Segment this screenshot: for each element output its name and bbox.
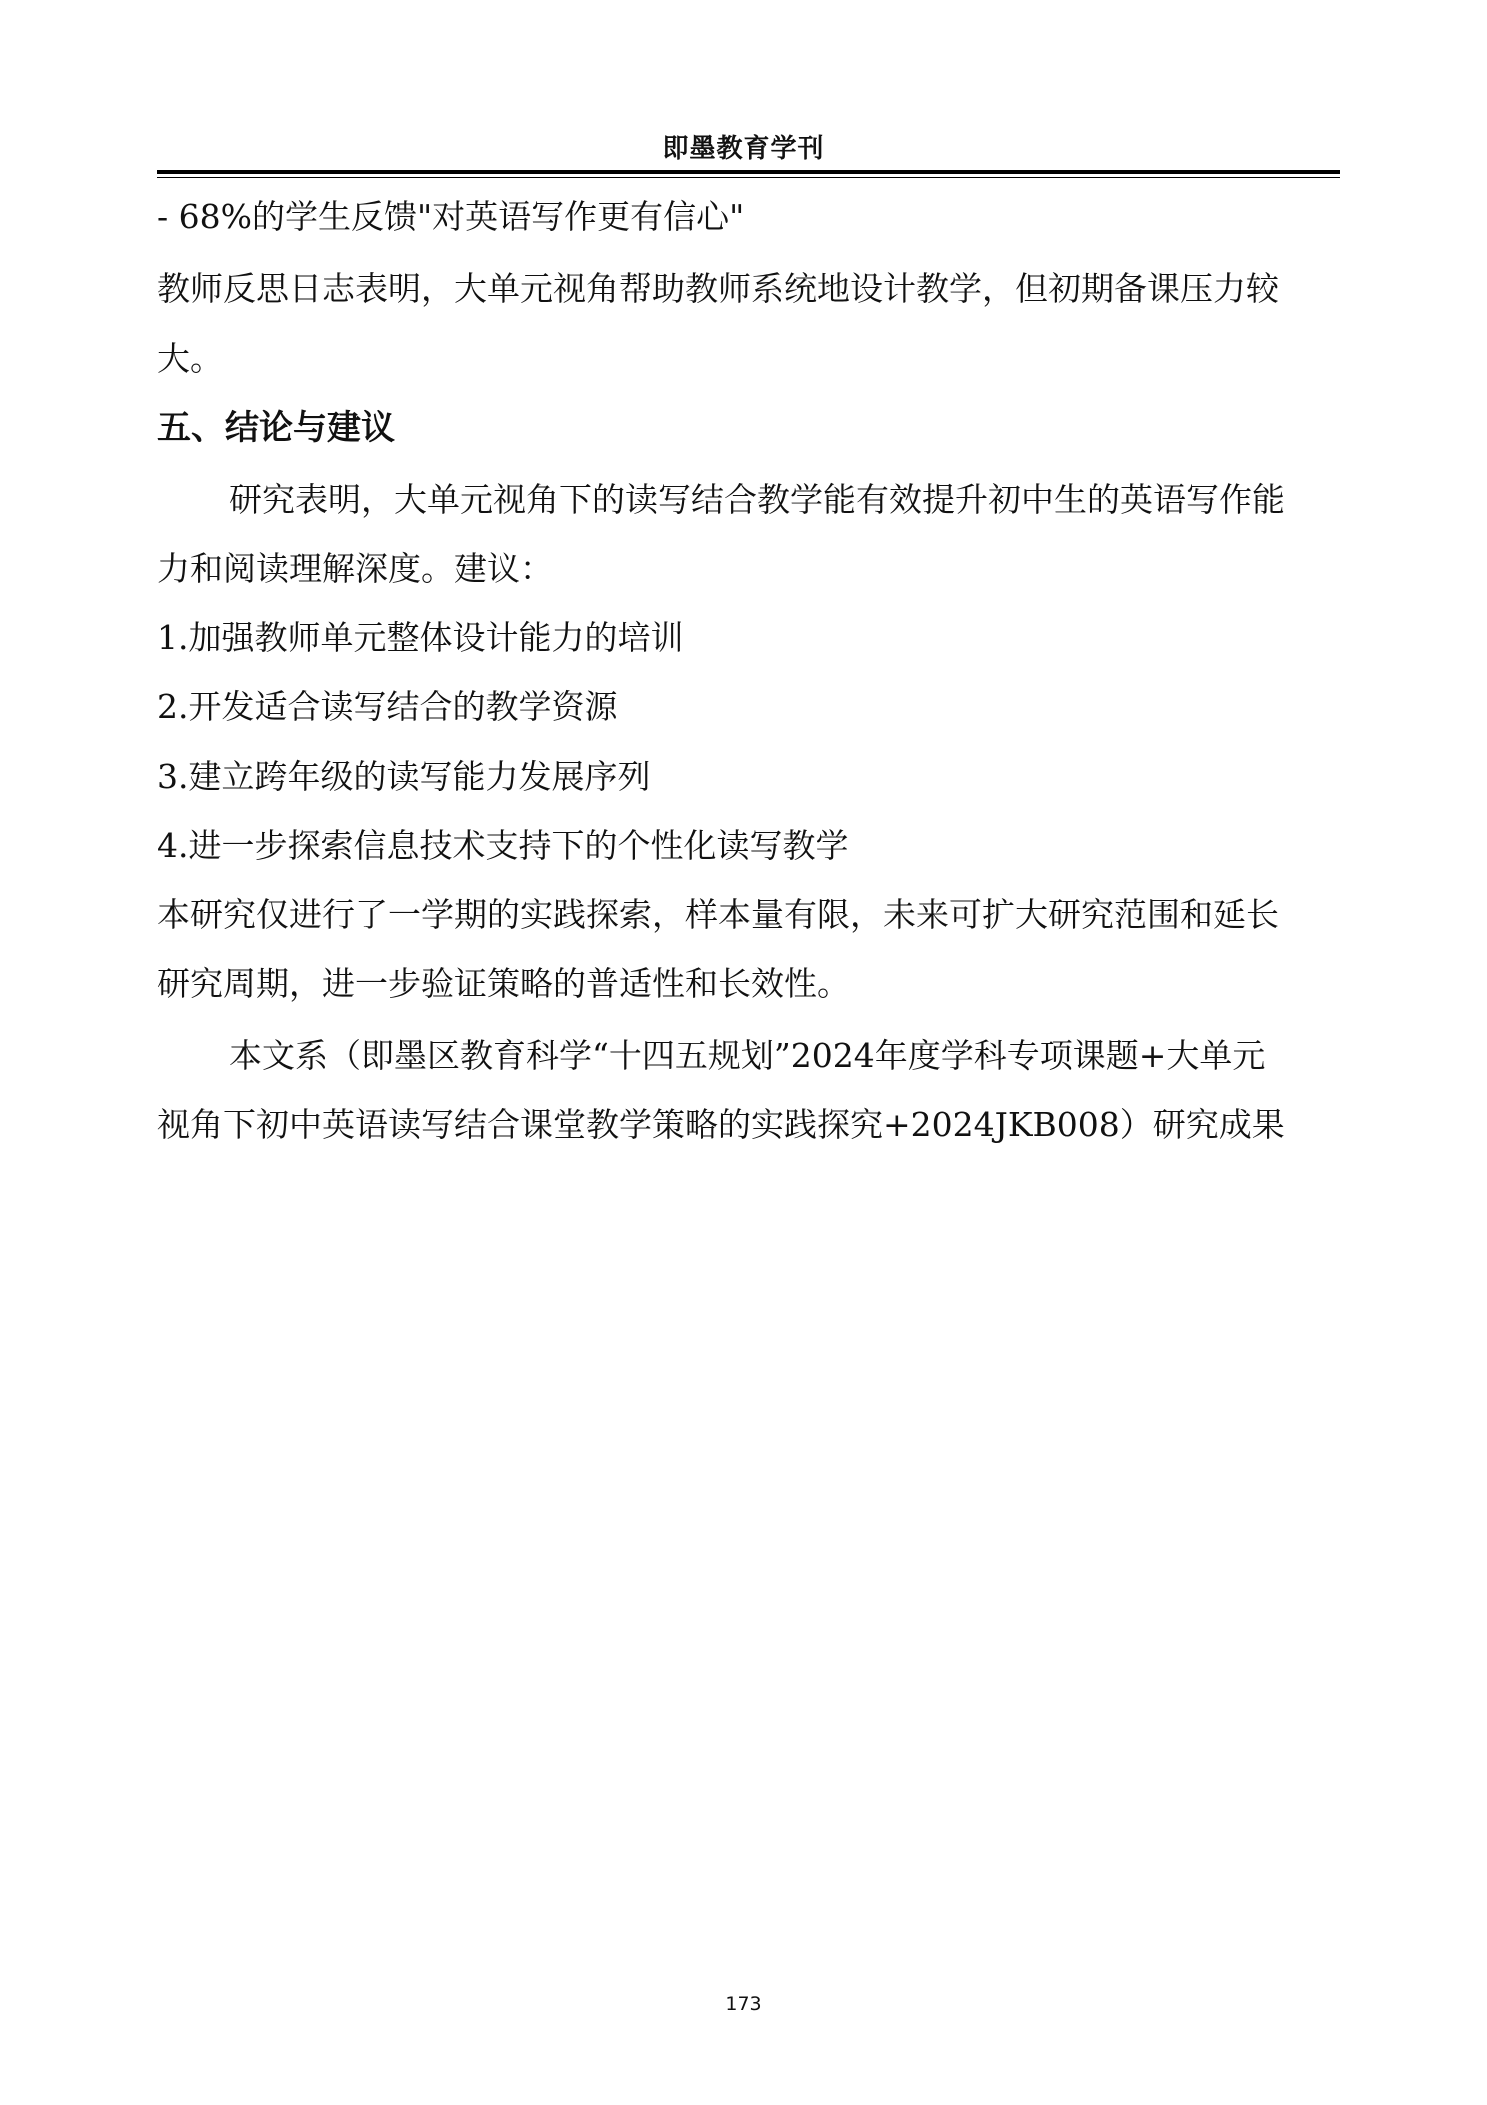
paragraph-teacher-reflection-end: 大。 [157,339,223,378]
paragraph-limitations: 本研究仅进行了一学期的实践探索，样本量有限，未来可扩大研究范围和延长 [157,895,1279,934]
header-rule-thick [157,170,1340,174]
suggestion-item-1: 1.加强教师单元整体设计能力的培训 [157,618,684,657]
paragraph-limitations-end: 研究周期，进一步验证策略的普适性和长效性。 [157,964,850,1003]
journal-title: 即墨教育学刊 [662,134,825,164]
header-rule-thin [157,177,1340,178]
paragraph-research-findings: 研究表明，大单元视角下的读写结合教学能有效提升初中生的英语写作能 [229,480,1285,519]
suggestion-item-3: 3.建立跨年级的读写能力发展序列 [157,757,651,796]
page-number: 173 [725,1993,762,2015]
suggestion-item-4: 4.进一步探索信息技术支持下的个性化读写教学 [157,826,849,865]
bullet-confidence-feedback: - 68%的学生反馈"对英语写作更有信心" [157,197,745,236]
paragraph-funding-note: 本文系（即墨区教育科学“十四五规划”2024年度学科专项课题+大单元 [229,1036,1266,1075]
paragraph-teacher-reflection: 教师反思日志表明，大单元视角帮助教师系统地设计教学，但初期备课压力较 [157,269,1279,308]
paragraph-research-findings-end: 力和阅读理解深度。建议： [157,549,553,588]
section-heading-conclusion: 五、结论与建议 [157,408,395,448]
paragraph-funding-note-end: 视角下初中英语读写结合课堂教学策略的实践探究+2024JKB008）研究成果 [157,1105,1285,1144]
suggestion-item-2: 2.开发适合读写结合的教学资源 [157,687,618,726]
